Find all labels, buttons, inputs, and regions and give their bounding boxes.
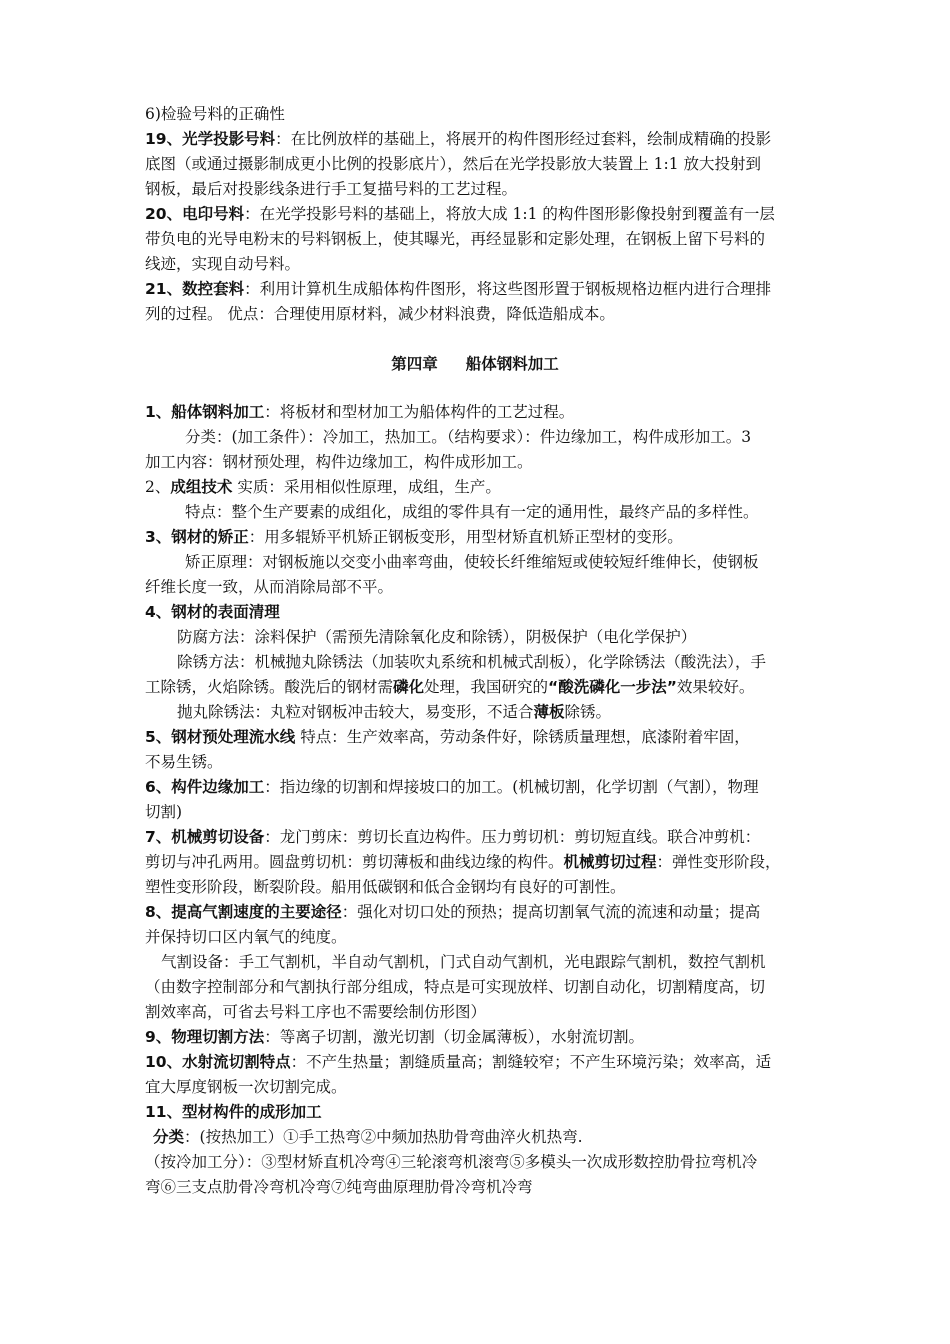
text-line (145, 677, 825, 697)
text-line: 列的过程。 优点：合理使用原材料，减少材料浪费，降低造船成本。 (145, 305, 615, 323)
term-heading-11: 11、型材构件的成形加工 (145, 1103, 322, 1121)
text-line: 底图（或通过摄影制成更小比例的投影底片），然后在光学投影放大装置上 1:1 放大投射到 (145, 155, 762, 173)
term-definition-19 (145, 129, 825, 149)
term-heading: 21、数控套料 (145, 280, 245, 298)
emphasis-text: 机械剪切过程 (563, 853, 657, 871)
term-text: ：等离子切割，激光切割（切金属薄板），水射流切割。 (264, 1028, 645, 1046)
text-line: 6)检验号料的正确性 (145, 105, 285, 123)
term-heading: 1、船体钢料加工 (145, 403, 265, 421)
text-line (145, 852, 825, 872)
text-line: 割效率高，可省去号料工序也不需要绘制仿形图） (145, 1003, 487, 1021)
term-definition-21 (145, 279, 825, 299)
text-line: 纤维长度一致，从而消除局部不平。 (145, 578, 394, 596)
term-text: ：不产生热量；割缝质量高；割缝较窄；不产生环境污染；效率高，适 (290, 1053, 772, 1071)
text-line: 气割设备：手工气割机，半自动气割机，门式自动气割机，光电跟踪气割机，数控气割机 (161, 953, 766, 971)
term-heading: 8、提高气割速度的主要途径 (145, 903, 342, 921)
term-definition-8 (145, 902, 825, 922)
term-heading: 10、水射流切割特点 (145, 1053, 291, 1071)
term-definition-5 (145, 727, 825, 747)
term-text: ：在光学投影号料的基础上，将放大成 1:1 的构件图形影像投射到覆盖有一层 (244, 205, 775, 223)
text-line: 不易生锈。 (145, 753, 223, 771)
text-line: 带负电的光导电粉末的号料钢板上，使其曝光，再经显影和定影处理，在钢板上留下号料的 (145, 230, 766, 248)
text-span: 剪切与冲孔两用。圆盘剪切机：剪切薄板和曲线边缘的构件。 (145, 853, 564, 871)
term-heading: 成组技术 (170, 478, 233, 496)
text-span: 工除锈，火焰除锈。酸洗后的钢材需 (145, 678, 394, 696)
term-definition-1 (145, 402, 825, 422)
text-line: 分类：(加工条件）：冷加工，热加工。（结构要求）：件边缘加工，构件成形加工。3 (185, 428, 752, 446)
term-number: 2、 (145, 478, 171, 496)
term-text: 特点：生产效率高，劳动条件好，除锈质量理想，底漆附着牢固， (295, 728, 750, 746)
text-line: 宜大厚度钢板一次切割完成。 (145, 1078, 347, 1096)
term-definition-9 (145, 1027, 825, 1047)
text-line (177, 702, 857, 722)
term-text: ：在比例放样的基础上，将展开的构件图形经过套料，绘制成精确的投影 (275, 130, 772, 148)
term-text: ：龙门剪床：剪切长直边构件。压力剪切机：剪切短直线。联合冲剪机： (264, 828, 761, 846)
text-span: 除锈。 (564, 703, 612, 721)
chapter-title (0, 352, 950, 374)
term-definition-3 (145, 527, 825, 547)
text-span: 效果较好。 (676, 678, 755, 696)
text-line: 切割) (145, 803, 183, 821)
term-heading: 5、钢材预处理流水线 (145, 728, 296, 746)
text-line: 钢板，最后对投影线条进行手工复描号料的工艺过程。 (145, 180, 518, 198)
term-text: ：利用计算机生成船体构件图形，将这些图形置于钢板规格边框内进行合理排 (244, 280, 772, 298)
text-line: 矫正原理：对钢板施以交变小曲率弯曲，使较长纤维缩短或使较短纤维伸长，使钢板 (185, 553, 759, 571)
text-span: 抛丸除锈法：丸粒对钢板冲击较大，易变形，不适合 (177, 703, 534, 721)
term-text: ：(按热加工）①手工热弯②中频加热肋骨弯曲淬火机热弯. (184, 1128, 583, 1146)
term-text: ：强化对切口处的预热；提高切割氧气流的流速和动量；提高 (341, 903, 761, 921)
term-definition-6 (145, 777, 825, 797)
text-line: 特点：整个生产要素的成组化，成组的零件具有一定的通用性，最终产品的多样性。 (185, 503, 759, 521)
text-line: 线迹，实现自动号料。 (145, 255, 301, 273)
term-heading: 9、物理切割方法 (145, 1028, 265, 1046)
text-line: 弯⑥三支点肋骨冷弯机冷弯⑦纯弯曲原理肋骨冷弯机冷弯 (145, 1178, 533, 1196)
text-span: ：弹性变形阶段， (656, 853, 781, 871)
term-definition-20 (145, 204, 825, 224)
text-line: 并保持切口区内氧气的纯度。 (145, 928, 347, 946)
emphasis-text: 薄板 (533, 703, 565, 721)
term-text: 实质：采用相似性原理，成组，生产。 (232, 478, 501, 496)
term-heading: 20、电印号料 (145, 205, 245, 223)
term-heading-4: 4、钢材的表面清理 (145, 603, 280, 621)
text-line (153, 1127, 833, 1147)
term-heading: 3、钢材的矫正 (145, 528, 249, 546)
text-line: （按冷加工分）：③型材矫直机冷弯④三轮滚弯机滚弯⑤多模头一次成形数控肋骨拉弯机冷 (145, 1153, 758, 1171)
term-heading: 6、构件边缘加工 (145, 778, 265, 796)
term-text: ：用多辊矫平机矫正钢板变形，用型材矫直机矫正型材的变形。 (248, 528, 683, 546)
emphasis-text: 磷化 (393, 678, 425, 696)
chapter-number: 第四章 (391, 355, 438, 373)
term-text: ：将板材和型材加工为船体构件的工艺过程。 (264, 403, 575, 421)
text-line: 加工内容：钢材预处理，构件边缘加工，构件成形加工。 (145, 453, 533, 471)
term-definition-10 (145, 1052, 825, 1072)
term-definition-7 (145, 827, 825, 847)
text-line: 塑性变形阶段，断裂阶段。船用低碳钢和低合金钢均有良好的可割性。 (145, 878, 626, 896)
term-heading: 7、机械剪切设备 (145, 828, 265, 846)
text-line: 除锈方法：机械抛丸除锈法（加装吹丸系统和机械式刮板），化学除锈法（酸洗法），手 (177, 653, 767, 671)
text-line: 防腐方法：涂料保护（需预先清除氧化皮和除锈），阴极保护（电化学保护） (177, 628, 697, 646)
text-span: 处理，我国研究的 (424, 678, 549, 696)
term-text: ：指边缘的切割和焊接坡口的加工。(机械切割，化学切割（气割），物理 (264, 778, 759, 796)
term-definition-2 (145, 477, 825, 497)
term-heading: 19、光学投影号料 (145, 130, 276, 148)
emphasis-text: “酸洗磷化一步法” (548, 678, 677, 696)
term-heading: 分类 (153, 1128, 185, 1146)
text-line: （由数字控制部分和气割执行部分组成，特点是可实现放样、切割自动化，切割精度高，切 (145, 978, 766, 996)
chapter-name: 船体钢料加工 (465, 355, 559, 373)
